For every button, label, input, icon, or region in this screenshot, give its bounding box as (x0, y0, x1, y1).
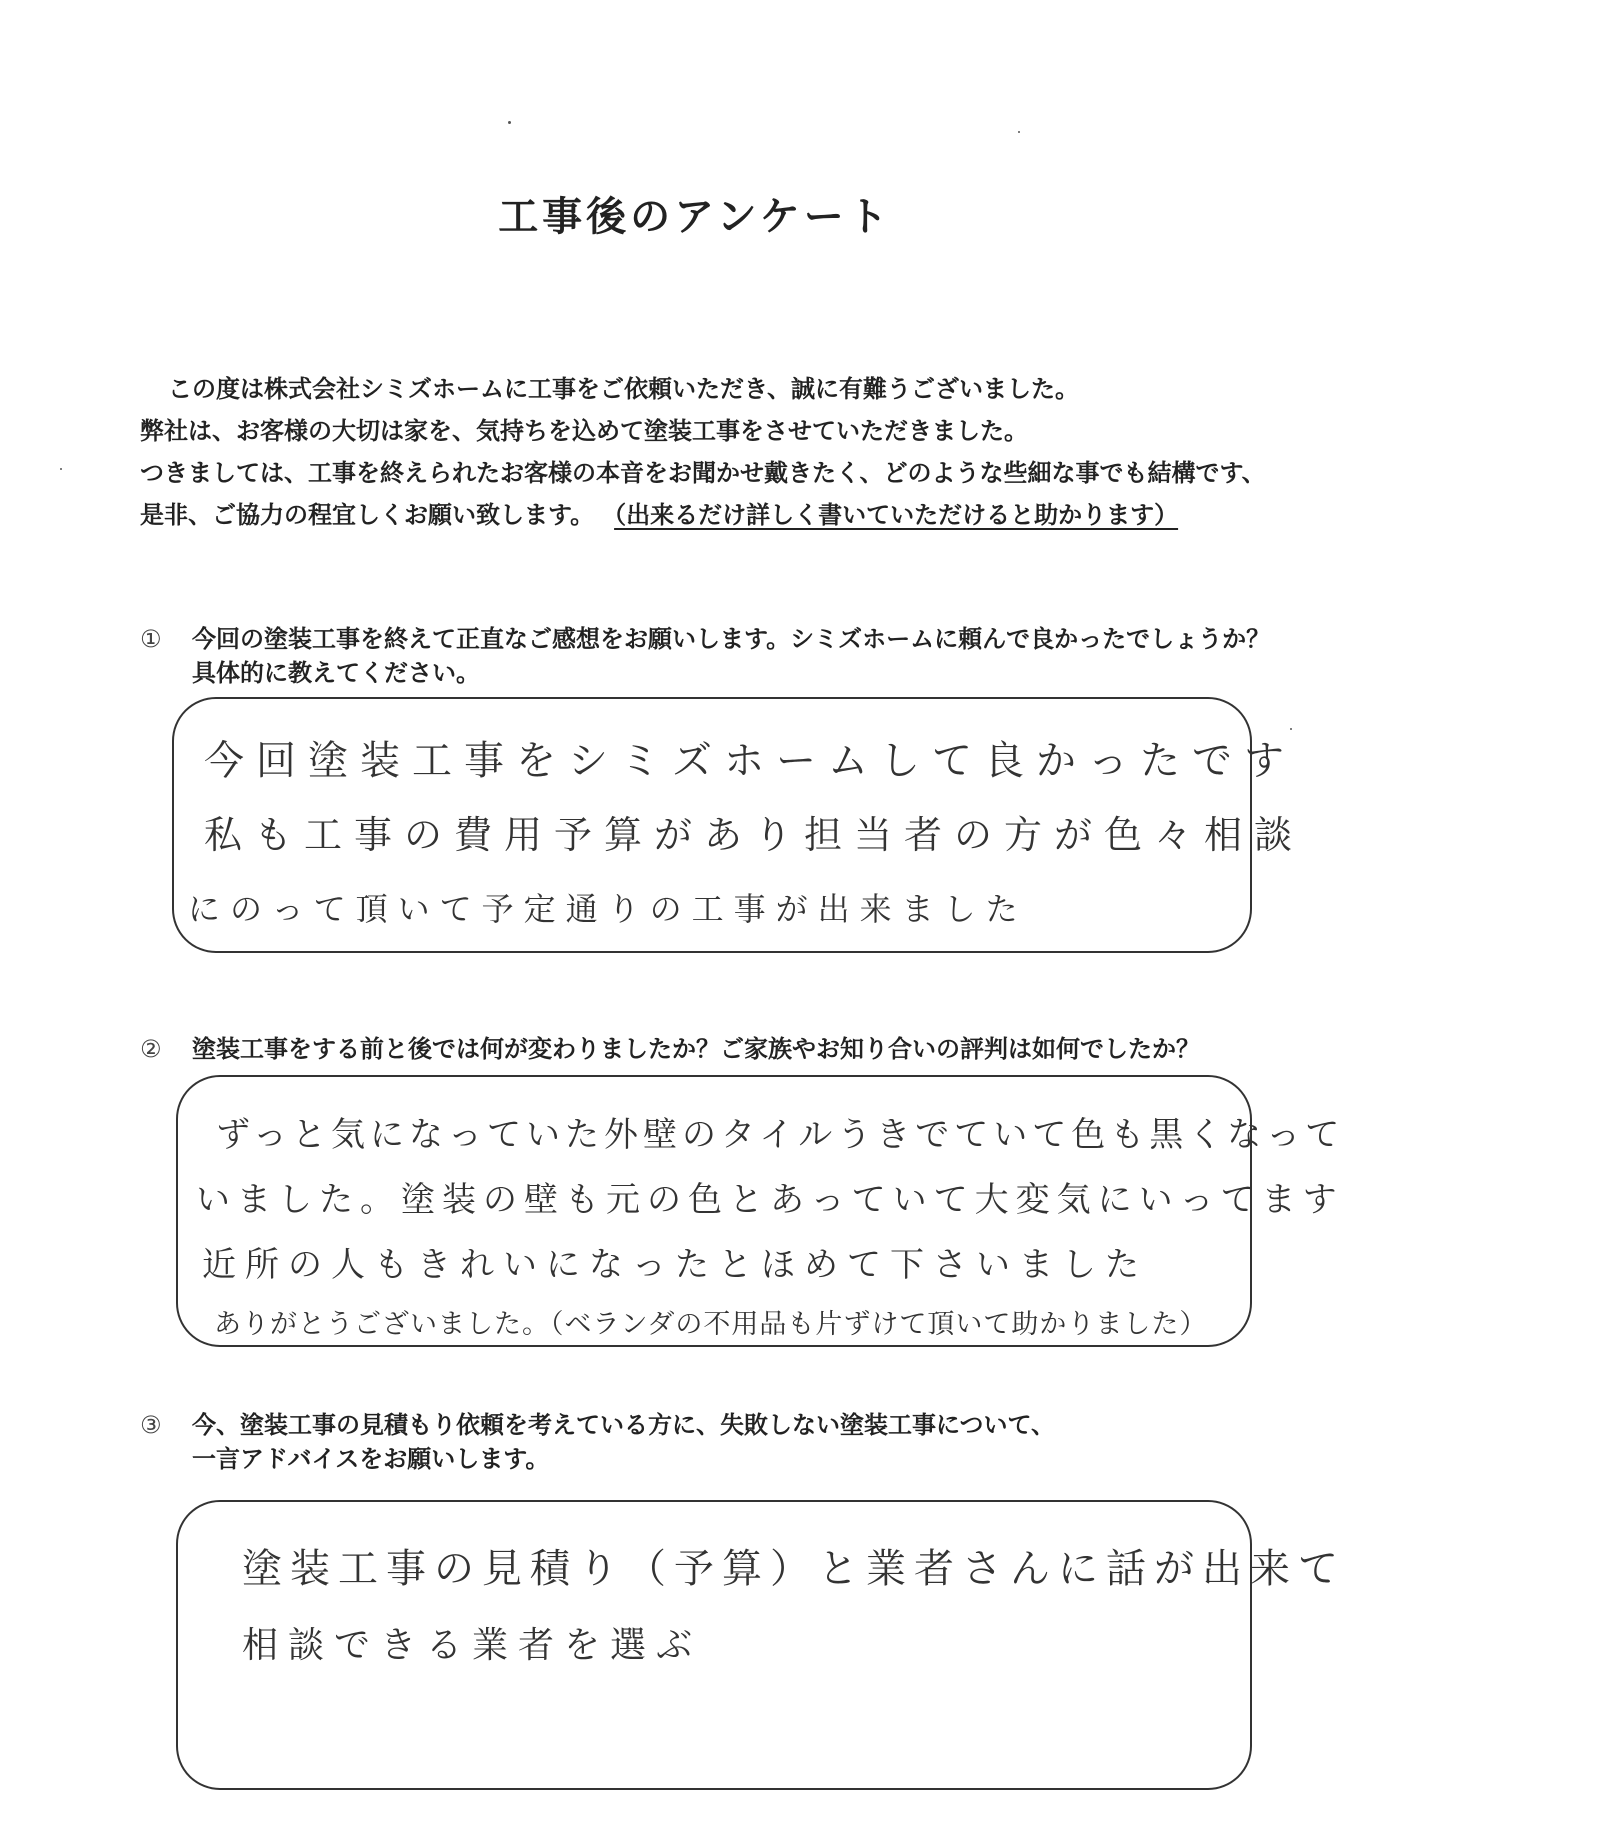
question-text: 今、塗装工事の見積もり依頼を考えている方に、失敗しない塗装工事について、 (192, 1411, 1056, 1439)
answer-box-1[interactable] (172, 697, 1305, 953)
intro-line: この度は株式会社シミズホームに工事をご依頼いただき、誠に有難うございました。 (168, 375, 1080, 403)
question-text: 塗装工事をする前と後では何が変わりましたか？ご家族やお知り合いの評判は如何でしたか？ (192, 1035, 1200, 1063)
handwritten-answer-line: にのって頂いて予定通りの工事が出来ました (188, 890, 1028, 928)
question-text: 今回の塗装工事を終えて正直なご感想をお願いします。シミズホームに頼んで良かったでしょうか？ (192, 625, 1271, 653)
intro-line: つきましては、工事を終えられたお客様の本音をお聞かせ戴きたく、どのような些細な事でも結構です、 (140, 459, 1266, 487)
intro-note: （出来るだけ詳しく書いていただけると助かります） (614, 501, 1179, 529)
answer-box-2[interactable] (176, 1075, 1345, 1347)
question-1 (140, 622, 1380, 690)
handwritten-answer-line: 私も工事の費用予算があり担当者の方が色々相談 (204, 813, 1305, 857)
handwritten-answer-line: 近所の人もきれいになったとほめて下さいました (202, 1245, 1148, 1285)
question-number: ① (140, 625, 162, 653)
scan-speck (1018, 131, 1020, 133)
question-text: 一言アドバイスをお願いします。 (192, 1445, 550, 1473)
handwritten-answer-line: 塗装工事の見積り（予算）と業者さんに話が出来て (242, 1546, 1346, 1592)
handwritten-answer-line: ありがとうございました。（ベランダの不用品も片ずけて頂いて助かりました） (214, 1309, 1208, 1340)
intro-text (140, 368, 1380, 536)
handwritten-answer-line: ずっと気になっていた外壁のタイルうきでていて色も黒くなって (216, 1115, 1345, 1155)
scan-speck (508, 121, 511, 124)
page-title: 工事後のアンケート (498, 194, 892, 240)
question-number: ③ (140, 1411, 162, 1439)
question-3 (140, 1408, 1380, 1476)
handwritten-answer-line: 相談できる業者を選ぶ (242, 1625, 703, 1666)
question-2 (140, 1032, 1380, 1066)
answer-box-3[interactable] (176, 1500, 1346, 1790)
question-text: 具体的に教えてください。 (192, 659, 480, 687)
intro-line: 弊社は、お客様の大切は家を、気持ちを込めて塗装工事をさせていただきました。 (140, 417, 1028, 445)
question-number: ② (140, 1035, 162, 1063)
handwritten-answer-line: 今回塗装工事をシミズホームして良かったです (204, 738, 1296, 784)
scan-speck (60, 468, 62, 470)
intro-request: 是非、ご協力の程宜しくお願い致します。 (140, 501, 595, 529)
handwritten-answer-line: いました。塗装の壁も元の色とあっていて大変気にいってます (196, 1180, 1344, 1220)
intro-line (140, 494, 1380, 536)
